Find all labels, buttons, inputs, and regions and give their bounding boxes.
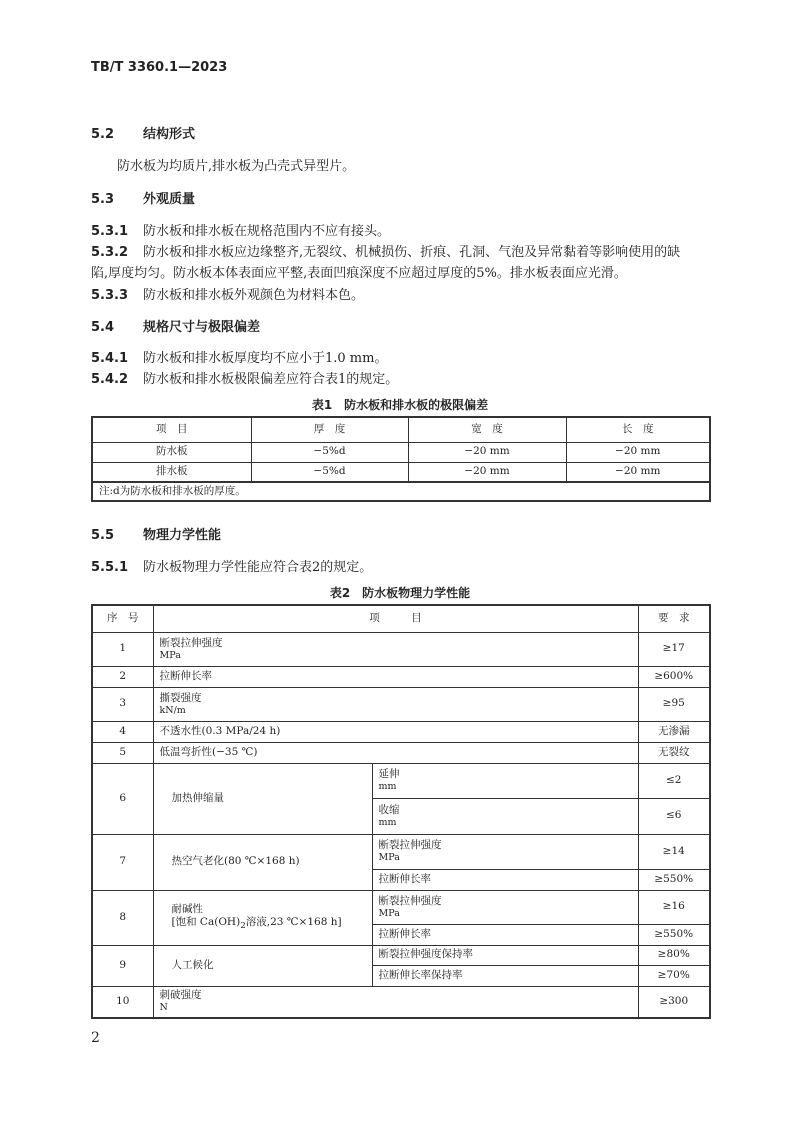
sub-item-label: 断裂拉伸强度 <box>378 894 442 907</box>
clause-5-3-2 <box>91 241 680 260</box>
requirement: ≥300 <box>638 986 710 1018</box>
requirement: ≥70% <box>638 965 710 986</box>
section-5-5-heading <box>91 524 221 543</box>
table-1 <box>91 416 711 502</box>
table-row <box>92 666 710 687</box>
row-number: 4 <box>92 721 153 742</box>
sub-item-label: 断裂拉伸强度保持率 <box>372 945 638 965</box>
item-label: 拉断伸长率 <box>153 666 638 687</box>
item-label: 不透水性(0.3 MPa/24 h) <box>153 721 638 742</box>
sub-item-unit: MPa <box>378 852 400 864</box>
table-note-row <box>92 482 710 501</box>
clause-text: 防水板物理力学性能应符合表2的规定。 <box>143 560 373 575</box>
item-cell <box>153 632 638 666</box>
clause-5-4-1 <box>91 347 387 366</box>
requirement: ≥17 <box>638 632 710 666</box>
table-row <box>92 890 710 924</box>
table-cell: −5%d <box>251 462 408 482</box>
row-number: 10 <box>92 986 153 1018</box>
clause-number: 5.4.1 <box>91 351 129 366</box>
clause-text: 防水板和排水板厚度均不应小于1.0 mm。 <box>143 351 388 366</box>
row-number: 7 <box>92 834 153 890</box>
clause-5-3-3 <box>91 284 364 303</box>
requirement: ≤2 <box>638 763 710 798</box>
section-title: 外观质量 <box>143 192 196 207</box>
table-2-caption: 表2 防水板物理力学性能 <box>329 586 471 600</box>
sub-item-label: 拉断伸长率保持率 <box>372 965 638 986</box>
table-row <box>92 721 710 742</box>
sub-item-cell <box>372 763 638 798</box>
clause-text: 防水板和排水板极限偏差应符合表1的规定。 <box>143 372 399 387</box>
section-number: 5.3 <box>91 192 115 207</box>
condition-text: 溶液,23 ℃×168 h] <box>245 916 342 929</box>
item-label: 加热伸缩量 <box>153 763 372 834</box>
sub-item-label: 拉断伸长率 <box>372 924 638 945</box>
requirement: ≥95 <box>638 687 710 721</box>
sub-item-label: 拉断伸长率 <box>372 869 638 890</box>
header-cell: 项 目 <box>92 417 251 442</box>
section-5-2-heading <box>91 123 195 142</box>
item-label: 刺破强度 <box>159 989 202 1002</box>
subscript: 2 <box>240 921 246 932</box>
clause-text: 防水板和排水板在规格范围内不应有接头。 <box>143 224 391 239</box>
table-row <box>92 442 710 462</box>
requirement: ≥600% <box>638 666 710 687</box>
item-cell <box>153 687 638 721</box>
clause-5-4-2 <box>91 368 398 387</box>
sub-item-cell <box>372 798 638 834</box>
row-number: 9 <box>92 945 153 986</box>
table-header-row <box>92 605 710 632</box>
item-label: 低温弯折性(−35 ℃) <box>153 742 638 763</box>
clause-number: 5.4.2 <box>91 372 129 387</box>
table-note: 注:d为防水板和排水板的厚度。 <box>92 482 710 501</box>
section-title: 规格尺寸与极限偏差 <box>143 320 261 335</box>
requirement: 无裂纹 <box>638 742 710 763</box>
section-number: 5.5 <box>91 528 115 543</box>
sub-item-unit: mm <box>378 816 397 828</box>
section-5-3-heading <box>91 188 195 207</box>
row-number: 8 <box>92 890 153 945</box>
sub-item-cell <box>372 890 638 924</box>
table-cell: 排水板 <box>92 462 251 482</box>
table-row <box>92 763 710 798</box>
row-number: 5 <box>92 742 153 763</box>
paragraph: 防水板为均质片,排水板为凸壳式异型片。 <box>117 159 356 174</box>
item-cell <box>153 986 638 1018</box>
table-2 <box>91 604 711 1019</box>
table-row <box>92 687 710 721</box>
item-cell <box>153 890 372 945</box>
table-cell: 防水板 <box>92 442 251 462</box>
header-cell: 要 求 <box>638 605 710 632</box>
requirement: ≥14 <box>638 834 710 869</box>
requirement: ≥550% <box>638 869 710 890</box>
table-header-row <box>92 417 710 442</box>
clause-number: 5.3.3 <box>91 288 129 303</box>
requirement: ≥550% <box>638 924 710 945</box>
header-cell: 厚 度 <box>251 417 408 442</box>
item-unit: N <box>159 1002 168 1014</box>
section-title: 物理力学性能 <box>143 528 222 543</box>
section-title: 结构形式 <box>143 127 196 142</box>
header-cell: 项 目 <box>153 605 638 632</box>
header-cell: 长 度 <box>566 417 710 442</box>
clause-number: 5.3.2 <box>91 245 129 260</box>
sub-item-unit: mm <box>378 781 397 793</box>
header-cell: 宽 度 <box>408 417 566 442</box>
item-condition <box>172 916 366 932</box>
section-number: 5.2 <box>91 127 115 142</box>
sub-item-label: 收缩 <box>378 803 400 816</box>
header-cell: 序 号 <box>92 605 153 632</box>
requirement: 无渗漏 <box>638 721 710 742</box>
row-number: 3 <box>92 687 153 721</box>
item-unit: MPa <box>159 649 181 661</box>
table-cell: −5%d <box>251 442 408 462</box>
section-number: 5.4 <box>91 320 115 335</box>
row-number: 1 <box>92 632 153 666</box>
row-number: 6 <box>92 763 153 834</box>
page-number: 2 <box>91 1030 100 1046</box>
table-cell: −20 mm <box>566 442 710 462</box>
item-label: 热空气老化(80 ℃×168 h) <box>153 834 372 890</box>
table-row <box>92 986 710 1018</box>
requirement: ≤6 <box>638 798 710 834</box>
table-row <box>92 632 710 666</box>
table-1-caption: 表1 防水板和排水板的极限偏差 <box>311 398 489 412</box>
table-cell: −20 mm <box>566 462 710 482</box>
clause-number: 5.5.1 <box>91 560 129 575</box>
standard-number: TB/T 3360.1—2023 <box>91 60 228 75</box>
clause-text: 防水板和排水板应边缘整齐,无裂纹、机械损伤、折痕、孔洞、气泡及异常黏着等影响使用的缺 <box>143 245 681 260</box>
clause-5-3-1 <box>91 220 390 239</box>
section-5-4-heading <box>91 316 260 335</box>
clause-text: 防水板和排水板外观颜色为材料本色。 <box>143 288 365 303</box>
item-label: 断裂拉伸强度 <box>159 636 223 649</box>
requirement: ≥16 <box>638 890 710 924</box>
table-row <box>92 462 710 482</box>
sub-item-label: 断裂拉伸强度 <box>378 839 442 851</box>
clause-number: 5.3.1 <box>91 224 129 239</box>
item-label: 撕裂强度 <box>159 691 202 704</box>
requirement: ≥80% <box>638 945 710 965</box>
table-row <box>92 945 710 965</box>
row-number: 2 <box>92 666 153 687</box>
sub-item-cell <box>372 834 638 869</box>
clause-5-5-1 <box>91 556 372 575</box>
table-row <box>92 834 710 869</box>
table-cell: −20 mm <box>408 462 566 482</box>
sub-item-label: 延伸 <box>378 768 400 780</box>
table-row <box>92 742 710 763</box>
clause-text-continued: 陷,厚度均匀。防水板本体表面应平整,表面凹痕深度不应超过厚度的5%。排水板表面应光滑。 <box>91 266 627 281</box>
item-label: 人工候化 <box>153 945 372 986</box>
item-unit: kN/m <box>159 704 186 716</box>
condition-text: [饱和 Ca(OH) <box>171 916 241 929</box>
sub-item-unit: MPa <box>378 907 400 919</box>
item-label: 耐碱性 <box>171 902 203 915</box>
table-cell: −20 mm <box>408 442 566 462</box>
